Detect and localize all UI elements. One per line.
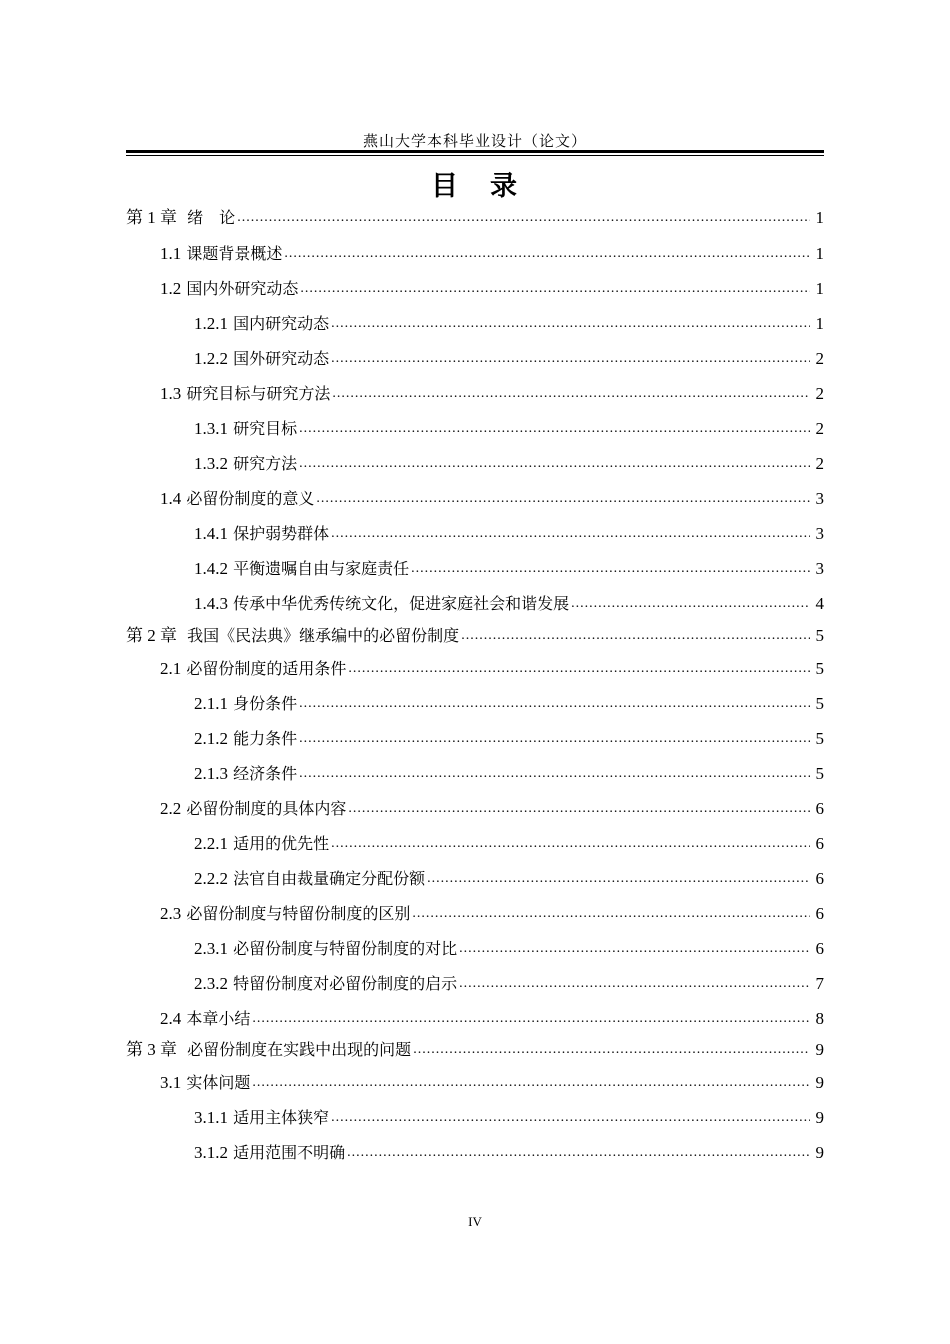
toc-entry-label — [194, 594, 569, 614]
toc-entry-number: 第 3 章 — [126, 1040, 177, 1059]
toc-entry-text: 本章小结 — [186, 1009, 251, 1028]
toc-entry[interactable] — [0, 415, 824, 439]
toc-entry[interactable] — [0, 830, 824, 854]
toc-entry-text: 必留份制度的适用条件 — [186, 659, 347, 678]
toc-page-number: 9 — [815, 1073, 824, 1092]
toc-entry-number: 2.3 — [160, 904, 182, 923]
toc-entry-text: 适用范围不明确 — [233, 1143, 346, 1162]
toc-entry-label — [160, 279, 298, 299]
toc-entry-number: 1.3.2 — [194, 454, 228, 473]
toc-entry-number: 1.2.1 — [194, 314, 228, 333]
toc-entry[interactable] — [0, 1036, 824, 1060]
toc-entry-text: 适用的优先性 — [233, 834, 330, 853]
toc-entry-number: 第 2 章 — [126, 626, 177, 645]
toc-entry-number: 1.4.2 — [194, 559, 228, 578]
toc-entry-label — [160, 1073, 250, 1093]
toc-entry-number: 2.1.2 — [194, 729, 228, 748]
toc-entry[interactable] — [0, 935, 824, 959]
toc-entry-number: 3.1.2 — [194, 1143, 228, 1162]
toc-page-number: 2 — [815, 349, 824, 368]
toc-entry-text: 保护弱势群体 — [233, 524, 330, 543]
toc-dot-leader — [331, 349, 810, 369]
toc-page-number: 6 — [815, 799, 824, 818]
toc-dot-leader — [332, 384, 810, 404]
toc-title-part1: 目 — [431, 171, 460, 202]
toc-entry[interactable] — [0, 725, 824, 749]
toc-entry[interactable] — [0, 590, 824, 614]
toc-entry-label — [194, 349, 329, 369]
toc-entry-number: 1.3.1 — [194, 419, 228, 438]
toc-dot-leader — [284, 244, 810, 264]
toc-entry[interactable] — [0, 970, 824, 994]
toc-entry-number: 1.4.1 — [194, 524, 228, 543]
toc-entry[interactable] — [0, 690, 824, 714]
toc-entry[interactable] — [0, 1069, 824, 1093]
toc-entry-text: 研究方法 — [233, 454, 298, 473]
toc-entry-number: 1.4 — [160, 489, 182, 508]
toc-entry-text: 我国《民法典》继承编中的必留份制度 — [187, 626, 460, 645]
toc-entry[interactable] — [0, 760, 824, 784]
toc-page-number: 1 — [815, 314, 824, 333]
toc-entry[interactable] — [0, 204, 824, 228]
toc-dot-leader — [299, 454, 810, 474]
toc-entry-label — [194, 974, 457, 994]
toc-entry-label — [126, 1040, 411, 1060]
toc-page-number: 2 — [815, 419, 824, 438]
toc-dot-leader — [331, 834, 810, 854]
toc-page-number: 3 — [815, 489, 824, 508]
toc-entry-text: 研究目标与研究方法 — [186, 384, 331, 403]
toc-entry-label — [194, 1143, 345, 1163]
toc-entry-label — [194, 524, 329, 544]
toc-entry-number: 2.1 — [160, 659, 182, 678]
toc-dot-leader — [461, 626, 810, 646]
toc-page-number: 6 — [815, 904, 824, 923]
toc-entry-number: 2.2.1 — [194, 834, 228, 853]
toc-dot-leader — [237, 208, 810, 228]
toc-entry-text: 国外研究动态 — [233, 349, 330, 368]
toc-entry-label — [160, 799, 346, 819]
toc-entry-gap — [177, 208, 187, 227]
toc-dot-leader — [316, 489, 810, 509]
toc-entry-text: 必留份制度在实践中出现的问题 — [187, 1040, 412, 1059]
toc-entry-label — [194, 764, 297, 784]
toc-entry-number: 1.1 — [160, 244, 182, 263]
toc-entry[interactable] — [0, 275, 824, 299]
header-rule-thin — [126, 155, 824, 156]
toc-entry[interactable] — [0, 520, 824, 544]
toc-page-number: 8 — [815, 1009, 824, 1028]
toc-dot-leader — [331, 1108, 810, 1128]
toc-dot-leader — [412, 904, 810, 924]
toc-entry-text: 必留份制度的具体内容 — [186, 799, 347, 818]
toc-page-number: 7 — [815, 974, 824, 993]
toc-entry-number: 第 1 章 — [126, 208, 177, 227]
toc-page-number: 6 — [815, 834, 824, 853]
toc-entry-text: 经济条件 — [233, 764, 298, 783]
toc-page-number: 9 — [815, 1108, 824, 1127]
toc-entry-text: 法官自由裁量确定分配份额 — [233, 869, 426, 888]
toc-entry-label — [194, 869, 425, 889]
toc-page-number: 6 — [815, 939, 824, 958]
toc-entry[interactable] — [0, 795, 824, 819]
toc-page-number: 4 — [815, 594, 824, 613]
toc-dot-leader — [348, 799, 810, 819]
toc-entry-number: 1.3 — [160, 384, 182, 403]
toc-entry-label — [194, 454, 297, 474]
toc-dot-leader — [413, 1040, 810, 1060]
toc-dot-leader — [252, 1009, 810, 1029]
toc-entry-text: 国内研究动态 — [233, 314, 330, 333]
toc-dot-leader — [348, 659, 810, 679]
toc-entry[interactable] — [0, 240, 824, 264]
toc-entry-label — [194, 1108, 329, 1128]
toc-entry-number: 2.3.1 — [194, 939, 228, 958]
toc-dot-leader — [299, 764, 810, 784]
toc-entry[interactable] — [0, 1005, 824, 1029]
toc-page-number: 5 — [815, 626, 824, 645]
toc-entry-number: 3.1 — [160, 1073, 182, 1092]
toc-entry-text: 平衡遗嘱自由与家庭责任 — [233, 559, 410, 578]
toc-entry[interactable] — [0, 1104, 824, 1128]
toc-dot-leader — [411, 559, 810, 579]
toc-page-number: 9 — [815, 1040, 824, 1059]
toc-entry-label — [194, 419, 297, 439]
toc-entry-text: 课题背景概述 — [186, 244, 283, 263]
toc-entry-label — [160, 1009, 250, 1029]
page-number-footer: IV — [468, 1214, 482, 1229]
toc-title — [126, 164, 824, 203]
toc-dot-leader — [347, 1143, 810, 1163]
toc-page-number: 3 — [815, 559, 824, 578]
toc-entry-text: 身份条件 — [233, 694, 298, 713]
toc-dot-leader — [252, 1073, 810, 1093]
toc-entry-label — [194, 694, 297, 714]
toc-page-number: 5 — [815, 659, 824, 678]
toc-dot-leader — [331, 314, 810, 334]
toc-entry[interactable] — [0, 622, 824, 646]
toc-entry-text: 必留份制度与特留份制度的区别 — [186, 904, 411, 923]
toc-entry-text: 实体问题 — [186, 1073, 251, 1092]
toc-title-part2: 录 — [490, 171, 519, 202]
toc-entry-label — [194, 729, 297, 749]
running-header: 燕山大学本科毕业设计（论文） — [362, 132, 587, 150]
toc-page-number: 5 — [815, 729, 824, 748]
toc-dot-leader — [427, 869, 810, 889]
toc-dot-leader — [299, 694, 810, 714]
toc-dot-leader — [571, 594, 810, 614]
toc-entry-label — [194, 939, 457, 959]
toc-page-number: 1 — [815, 244, 824, 263]
toc-entry-label — [194, 834, 329, 854]
toc-page-number: 2 — [815, 384, 824, 403]
toc-dot-leader — [299, 729, 810, 749]
toc-entry-label — [194, 314, 329, 334]
toc-dot-leader — [331, 524, 810, 544]
toc-entry-label — [160, 489, 314, 509]
toc-dot-leader — [459, 939, 810, 959]
toc-entry[interactable] — [0, 1139, 824, 1163]
toc-entry[interactable] — [0, 310, 824, 334]
toc-entry-text: 能力条件 — [233, 729, 298, 748]
toc-dot-leader — [459, 974, 810, 994]
toc-entry-text: 研究目标 — [233, 419, 298, 438]
toc-entry-number: 2.1.3 — [194, 764, 228, 783]
toc-page-number: 1 — [815, 279, 824, 298]
toc-entry-number: 1.2 — [160, 279, 182, 298]
toc-entry-number: 3.1.1 — [194, 1108, 228, 1127]
toc-entry[interactable] — [0, 900, 824, 924]
toc-entry-text: 绪 论 — [187, 208, 236, 227]
toc-entry-text: 特留份制度对必留份制度的启示 — [233, 974, 458, 993]
toc-page-number: 9 — [815, 1143, 824, 1162]
toc-entry-number: 2.1.1 — [194, 694, 228, 713]
toc-entry[interactable] — [0, 865, 824, 889]
toc-entry-text: 适用主体狭窄 — [233, 1108, 330, 1127]
toc-entry-label — [160, 659, 346, 679]
toc-page-number: 3 — [815, 524, 824, 543]
toc-entry[interactable] — [0, 485, 824, 509]
toc-page-number: 6 — [815, 869, 824, 888]
toc-entry[interactable] — [0, 655, 824, 679]
toc-entry-number: 2.4 — [160, 1009, 182, 1028]
toc-page-number: 2 — [815, 454, 824, 473]
toc-entry-number: 2.2.2 — [194, 869, 228, 888]
toc-page-number: 5 — [815, 694, 824, 713]
toc-entry-number: 1.4.3 — [194, 594, 228, 613]
toc-entry-label — [160, 384, 330, 404]
toc-entry-label — [160, 244, 282, 264]
toc-entry-number: 2.3.2 — [194, 974, 228, 993]
toc-entry[interactable] — [0, 345, 824, 369]
toc-dot-leader — [300, 279, 810, 299]
toc-entry-label — [160, 904, 410, 924]
toc-entry-text: 必留份制度的意义 — [186, 489, 315, 508]
header-rule-thick — [126, 150, 824, 153]
toc-page-number: 1 — [815, 208, 824, 227]
toc-entry-text: 国内外研究动态 — [186, 279, 299, 298]
toc-entry-label — [126, 208, 235, 228]
toc-entry[interactable] — [0, 450, 824, 474]
toc-entry-label — [194, 559, 409, 579]
toc-dot-leader — [299, 419, 810, 439]
toc-entry-gap — [177, 1040, 187, 1059]
toc-entry-gap — [177, 626, 187, 645]
toc-entry-text: 传承中华优秀传统文化，促进家庭社会和谐发展 — [233, 594, 570, 613]
toc-entry-text: 必留份制度与特留份制度的对比 — [233, 939, 458, 958]
toc-entry-number: 2.2 — [160, 799, 182, 818]
toc-entry-number: 1.2.2 — [194, 349, 228, 368]
toc-entry[interactable] — [0, 555, 824, 579]
toc-page-number: 5 — [815, 764, 824, 783]
toc-entry[interactable] — [0, 380, 824, 404]
toc-entry-label — [126, 626, 459, 646]
